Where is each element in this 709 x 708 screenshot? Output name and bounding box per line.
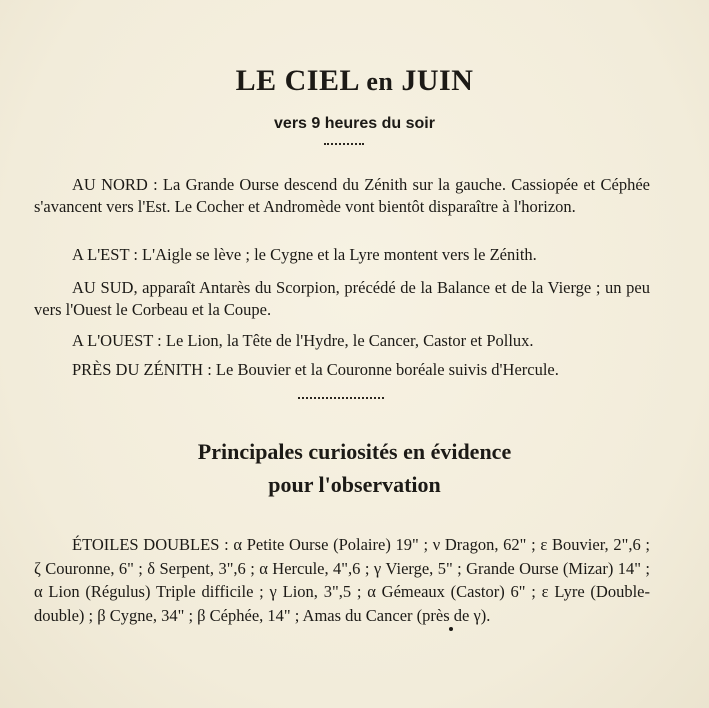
paragraph-nord xyxy=(34,174,650,217)
ink-speck xyxy=(449,627,453,631)
paragraph-est-text: A L'EST : L'Aigle se lève ; le Cygne et la Lyre montent vers le Zénith. xyxy=(72,245,537,264)
paragraph-nord-text: AU NORD : La Grande Ourse descend du Zénith sur la gauche. Cassiopée et Céphée s'avancent vers l'Est. Le Cocher et Andromède vont bientôt disparaître à l'horizon. xyxy=(34,175,650,216)
title-part-3: JUIN xyxy=(401,64,474,97)
paragraph-est xyxy=(34,244,650,266)
paragraph-ouest-text: A L'OUEST : Le Lion, la Tête de l'Hydre, le Cancer, Castor et Pollux. xyxy=(72,331,534,350)
paragraph-zenith xyxy=(34,359,650,381)
paragraph-doubles-text: ÉTOILES DOUBLES : α Petite Ourse (Polaire) 19" ; ν Dragon, 62" ; ε Bouvier, 2",6 ; ζ Couronne, 6" ; δ Serpent, 3",6 ; α Hercule, 4",6 ; γ Vierge, 5" ; Grande Ourse (Mizar) 14" ; α Lion (Régulus) Triple difficile ; γ Lion, 3",5 ; α Gémeaux (Castor) 6" ; ε Lyre (Double-double) ; β Cygne, 34" ; β Céphée, 14" ; Amas du Cancer (près de γ). xyxy=(34,535,650,625)
paragraph-zenith-text: PRÈS DU ZÉNITH : Le Bouvier et la Couronne boréale suivis d'Hercule. xyxy=(72,360,559,379)
section-heading-line-2: pour l'observation xyxy=(268,472,441,497)
paragraph-sud-text: AU SUD, apparaît Antarès du Scorpion, précédé de la Balance et de la Vierge ; un peu vers l'Ouest le Corbeau et la Coupe. xyxy=(34,278,650,319)
page-title xyxy=(0,64,709,98)
section-heading-line-1: Principales curiosités en évidence xyxy=(197,439,512,464)
dotted-divider-top xyxy=(324,143,364,147)
dotted-divider-middle xyxy=(298,397,384,401)
paragraph-sud xyxy=(34,277,650,320)
title-part-1: LE CIEL xyxy=(235,64,359,97)
paragraph-ouest xyxy=(34,330,650,352)
paragraph-etoiles-doubles xyxy=(34,533,650,627)
page-subtitle: vers 9 heures du soir xyxy=(274,115,435,132)
title-part-2: en xyxy=(366,67,394,96)
